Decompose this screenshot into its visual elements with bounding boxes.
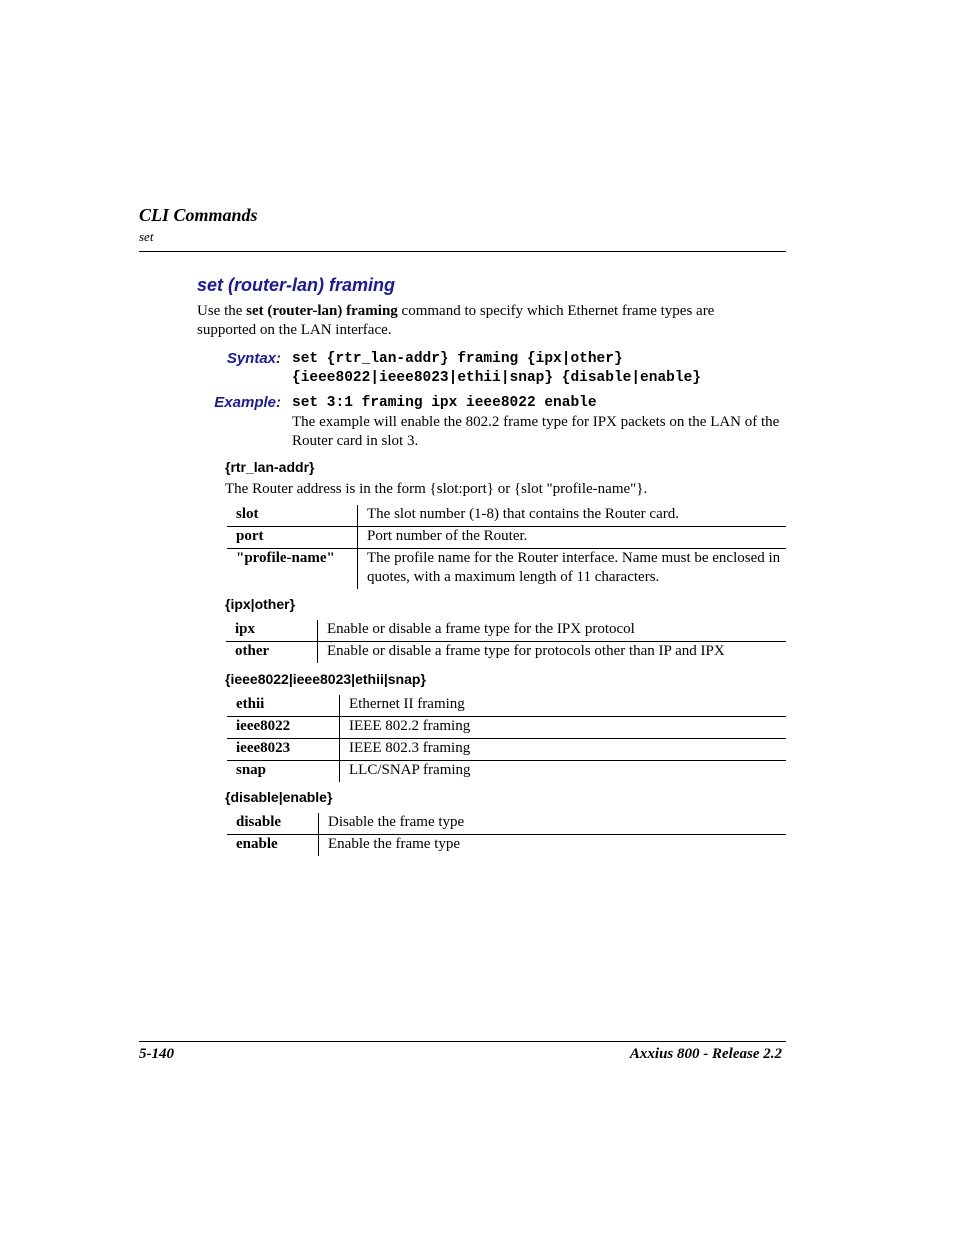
param-name: enable (227, 835, 319, 857)
ipx-other-table (226, 620, 786, 663)
param-description: Ethernet II framing (349, 696, 465, 712)
ipx-other-heading: {ipx|other} (225, 596, 296, 612)
param-name: disable (227, 813, 319, 835)
param-description: The profile name for the Router interface. Name must be enclosed in quotes, with a maximum length of 11 characters. (358, 549, 787, 590)
table-row (227, 835, 786, 857)
intro-text-pre: Use the (197, 303, 247, 319)
running-header-title: CLI Commands (139, 205, 258, 225)
disable-enable-heading: {disable|enable} (225, 789, 333, 805)
frame-types-table (227, 695, 786, 782)
example-description: The example will enable the 802.2 frame type for IPX packets on the LAN of the Router card in slot 3. (292, 414, 780, 449)
intro-command-name: set (router-lan) framing (246, 303, 398, 319)
disable-enable-table (227, 813, 786, 856)
frame-types-heading: {ieee8022|ieee8023|ethii|snap} (225, 671, 426, 687)
table-row (227, 549, 786, 590)
rtr-lan-addr-table (227, 505, 786, 589)
page-number: 5-140 (139, 1046, 174, 1062)
section-title: set (router-lan) framing (197, 275, 396, 295)
param-description: LLC/SNAP framing (340, 761, 787, 783)
param-name: ieee8022 (227, 717, 340, 739)
syntax-line-2: {ieee8022|ieee8023|ethii|snap} {disable|enable} (292, 370, 701, 386)
param-description: Port number of the Router. (358, 527, 787, 549)
param-name: ethii (227, 695, 340, 717)
footer-product: Axxius 800 - Release 2.2 (629, 1046, 782, 1062)
table-row (227, 527, 786, 549)
rtr-lan-addr-heading: {rtr_lan-addr} (225, 459, 315, 475)
example-label: Example: (214, 394, 281, 411)
table-row (227, 505, 786, 527)
syntax-line-1: set {rtr_lan-addr} framing {ipx|other} (292, 351, 623, 367)
param-name: ipx (226, 620, 318, 642)
rtr-lan-addr-description: The Router address is in the form {slot:port} or {slot "profile-name"}. (225, 481, 648, 497)
table-row (226, 620, 786, 642)
param-description: Enable or disable a frame type for protocols other than IP and IPX (318, 642, 787, 664)
intro-paragraph (197, 302, 777, 340)
param-name: other (226, 642, 318, 664)
header-rule (139, 251, 786, 252)
table-row (227, 813, 786, 835)
param-description: IEEE 802.2 framing (340, 717, 787, 739)
param-description: Enable the frame type (319, 835, 787, 857)
table-row (227, 739, 786, 761)
param-name: slot (227, 505, 358, 527)
param-description: Disable the frame type (328, 814, 465, 830)
param-name: snap (227, 761, 340, 783)
param-name: ieee8023 (227, 739, 340, 761)
syntax-label: Syntax: (226, 350, 281, 367)
param-description: The slot number (1-8) that contains the Router card. (367, 506, 679, 522)
param-name: port (227, 527, 358, 549)
table-row (227, 695, 786, 717)
table-row (227, 761, 786, 783)
param-name: "profile-name" (227, 549, 358, 590)
example-command: set 3:1 framing ipx ieee8022 enable (292, 395, 597, 411)
running-header-subtitle: set (139, 229, 154, 244)
table-row (227, 717, 786, 739)
footer-rule (139, 1041, 786, 1042)
param-description: Enable or disable a frame type for the IPX protocol (327, 621, 635, 637)
param-description: IEEE 802.3 framing (340, 739, 787, 761)
intro-text-post: command to specify which Ethernet frame types are supported on the LAN interface. (197, 303, 715, 338)
table-row (226, 642, 786, 664)
